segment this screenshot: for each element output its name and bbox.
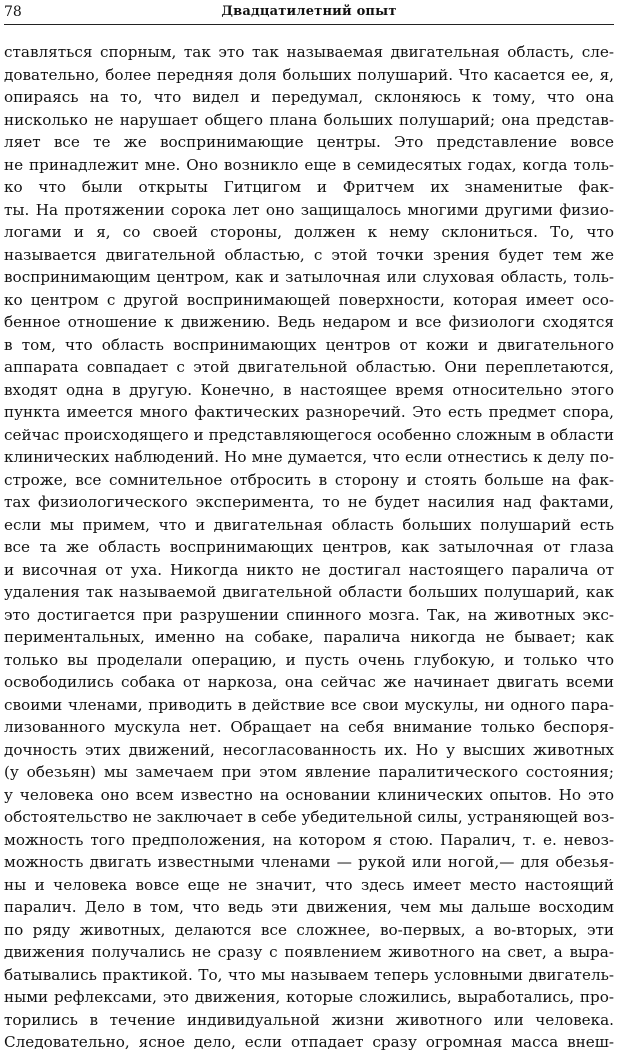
text-line: пункта имеется много фактических разноречий. Это есть предмет спора, [4,403,614,421]
text-line: ны и человека вовсе еще не значит, что здесь имеет место настоящий [4,875,614,894]
text-line: паралич. Дело в том, что ведь эти движения, чем мы дальше восходим [4,898,614,916]
text-line: сейчас происходящего и представляющегося особенно сложным в области [4,425,614,444]
text-line: освободились собака от наркоза, она сейчас же начинает двигать всеми [4,673,614,691]
text-line: ты. На протяжении сорока лет оно защищалось многими другими физио- [4,200,614,219]
text-line: удаления так называемой двигательной области больших полушарий, как [4,583,614,601]
text-line: все та же область воспринимающих центров, как затылочная от глаза [4,538,614,556]
text-line: торились в течение индивидуальной жизни животного или человека. [4,1010,614,1029]
text-line: только вы проделали операцию, и пусть очень глубокую, и только что [4,650,614,669]
text-line: батывались практикой. То, что мы называем теперь условными двигатель- [4,965,614,984]
text-line: довательно, более передняя доля больших полушарий. Что касается ее, я, [4,65,614,84]
text-line: если мы примем, что и двигательная область больших полушарий есть [4,515,614,534]
text-line: это достигается при разрушении спинного мозга. Так, на животных экс- [4,605,614,624]
text-line: обстоятельство не заключает в себе убедительной силы, устраняющей воз- [4,808,614,826]
text-line: лизованного мускула нет. Обращает на себя внимание только беспоря- [4,718,614,736]
text-line: у человека оно всем известно на основании клинических опытов. Но это [4,785,614,804]
text-line: ляет все те же воспринимающие центры. Это представление вовсе [4,133,614,151]
text-line: опираясь на то, что видел и передумал, склоняюсь к тому, что она [4,88,614,106]
page-number: 78 [4,4,22,20]
running-title: Двадцатилетний опыт [221,4,397,19]
text-line: и височная от уха. Никогда никто не достигал настоящего паралича от [4,560,614,579]
text-line: ко центром с другой воспринимающей поверхности, которая имеет осо- [4,290,614,309]
text-line: ными рефлексами, это движения, которые сложились, выработались, про- [4,988,614,1006]
text-line: (у обезьян) мы замечаем при этом явление паралитического состояния; [4,763,614,781]
text-line: в том, что область воспринимающих центров от кожи и двигательного [4,335,614,354]
text-line: нисколько не нарушает общего плана больших полушарий; она представ- [4,110,614,129]
page-header [4,2,614,25]
body-text [4,41,614,1054]
text-line: называется двигательной областью, с этой точки зрения будет тем же [4,245,614,264]
text-line: строже, все сомнительное отбросить в сторону и стоять больше на фак- [4,470,614,489]
text-line: бенное отношение к движению. Ведь недаром и все физиологи сходятся [4,313,614,331]
text-line: ставляться спорным, так это так называемая двигательная область, сле- [4,43,614,61]
text-line: дочность этих движений, несогласованность их. Но у высших животных [4,740,614,759]
text-line: воспринимающим центром, как и затылочная или слуховая область, толь- [4,268,614,286]
text-line: тах физиологического эксперимента, то не будет насилия над фактами, [4,493,614,511]
text-line: логами и я, со своей стороны, должен к нему склониться. То, что [4,223,614,241]
text-line: ко что были открыты Гитцигом и Фритчем их знаменитые фак- [4,178,614,196]
text-line: по ряду животных, делаются все сложнее, во-первых, а во-вторых, эти [4,920,614,939]
text-line: можность двигать известными членами — рукой или ногой,— для обезья- [4,853,614,871]
text-line: клинических наблюдений. Но мне думается, что если отнестись к делу по- [4,448,614,466]
text-line: периментальных, именно на собаке, паралича никогда не бывает; как [4,628,614,646]
text-line: не принадлежит мне. Оно возникло еще в семидесятых годах, когда толь- [4,155,614,174]
text-line: Следовательно, ясное дело, если отпадает сразу огромная масса внеш- [4,1033,614,1051]
text-line: можность того предположения, на котором я стою. Паралич, т. е. невоз- [4,830,614,849]
text-line: движения получались не сразу с появлением животного на свет, а выра- [4,943,614,961]
text-line: входят одна в другую. Конечно, в настоящее время относительно этого [4,380,614,399]
text-line: своими членами, приводить в действие все свои мускулы, ни одного пара- [4,695,614,714]
text-line: аппарата совпадает с этой двигательной областью. Они переплетаются, [4,358,614,376]
